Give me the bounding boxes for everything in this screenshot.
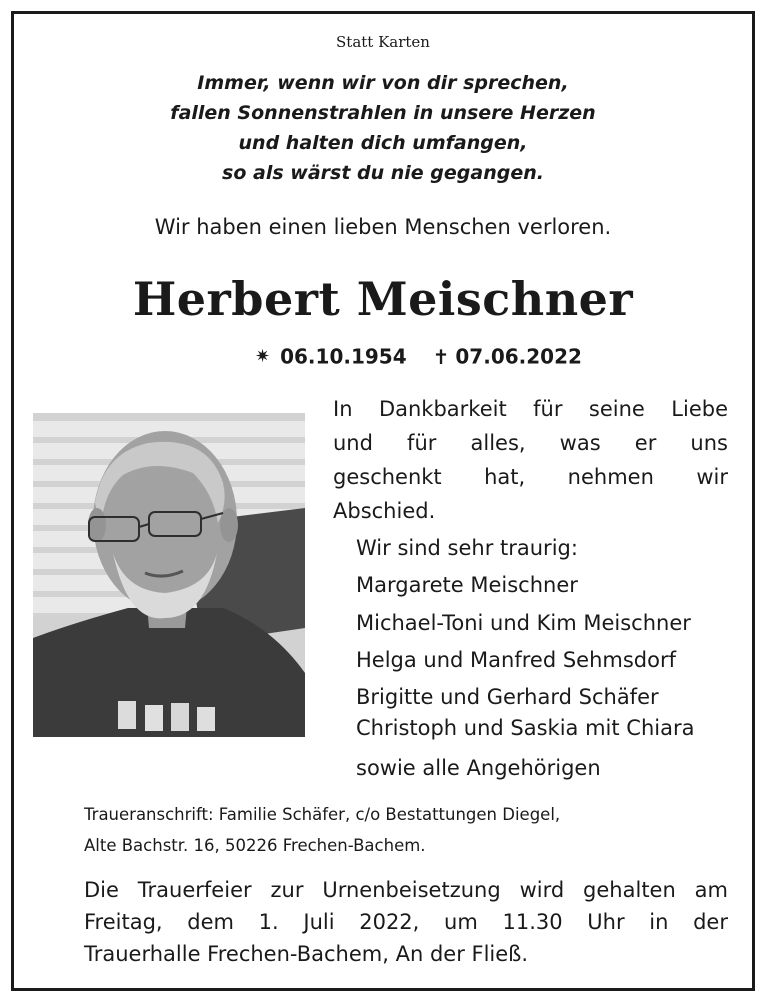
- portrait-illustration: [33, 413, 305, 737]
- address-line: Traueranschrift: Familie Schäfer, c/o Bestattungen Diegel,: [84, 805, 561, 824]
- ceremony-line: Die Trauerfeier zur Urnenbeisetzung wird gehalten am: [84, 878, 728, 902]
- poem-line: Immer, wenn wir von dir sprechen,: [197, 72, 569, 94]
- ceremony-line: Trauerhalle Frechen-Bachem, An der Fließ.: [84, 942, 529, 966]
- mourner-name: Christoph und Saskia mit Chiara: [356, 716, 695, 740]
- birth-star-icon: ✷: [255, 346, 271, 367]
- poem-line: so als wärst du nie gegangen.: [222, 162, 544, 184]
- mourning-address: [84, 799, 560, 861]
- mourners-intro: Wir sind sehr traurig:: [356, 536, 578, 560]
- thanks-line: und für alles, was er uns: [333, 431, 728, 455]
- birth-date: 06.10.1954: [280, 344, 407, 369]
- notice-header: Statt Karten: [336, 33, 430, 51]
- poem-line: und halten dich umfangen,: [238, 132, 528, 154]
- thanks-line: geschenkt hat, nehmen wir: [333, 465, 728, 489]
- address-line: Alte Bachstr. 16, 50226 Frechen-Bachem.: [84, 836, 426, 855]
- portrait-photo: [33, 413, 305, 737]
- thanks-paragraph: [333, 392, 728, 528]
- death-date: 07.06.2022: [455, 344, 582, 369]
- mourner-name: sowie alle Angehörigen: [356, 756, 601, 780]
- ceremony-info: [84, 874, 728, 970]
- thanks-line: Abschied.: [333, 499, 436, 523]
- mourner-name: Michael-Toni und Kim Meischner: [356, 611, 691, 635]
- ceremony-line: Freitag, dem 1. Juli 2022, um 11.30 Uhr in der: [84, 910, 728, 934]
- poem-line: fallen Sonnenstrahlen in unsere Herzen: [170, 102, 596, 124]
- thanks-line: In Dankbarkeit für seine Liebe: [333, 397, 728, 421]
- mourner-name: Brigitte und Gerhard Schäfer: [356, 685, 659, 709]
- mourner-name: Margarete Meischner: [356, 573, 578, 597]
- lead-sentence: Wir haben einen lieben Menschen verloren.: [154, 215, 612, 239]
- death-cross-icon: ✝: [432, 344, 450, 369]
- deceased-name: Herbert Meischner: [132, 272, 634, 326]
- mourner-name: Helga und Manfred Sehmsdorf: [356, 648, 676, 672]
- life-dates: [255, 343, 582, 369]
